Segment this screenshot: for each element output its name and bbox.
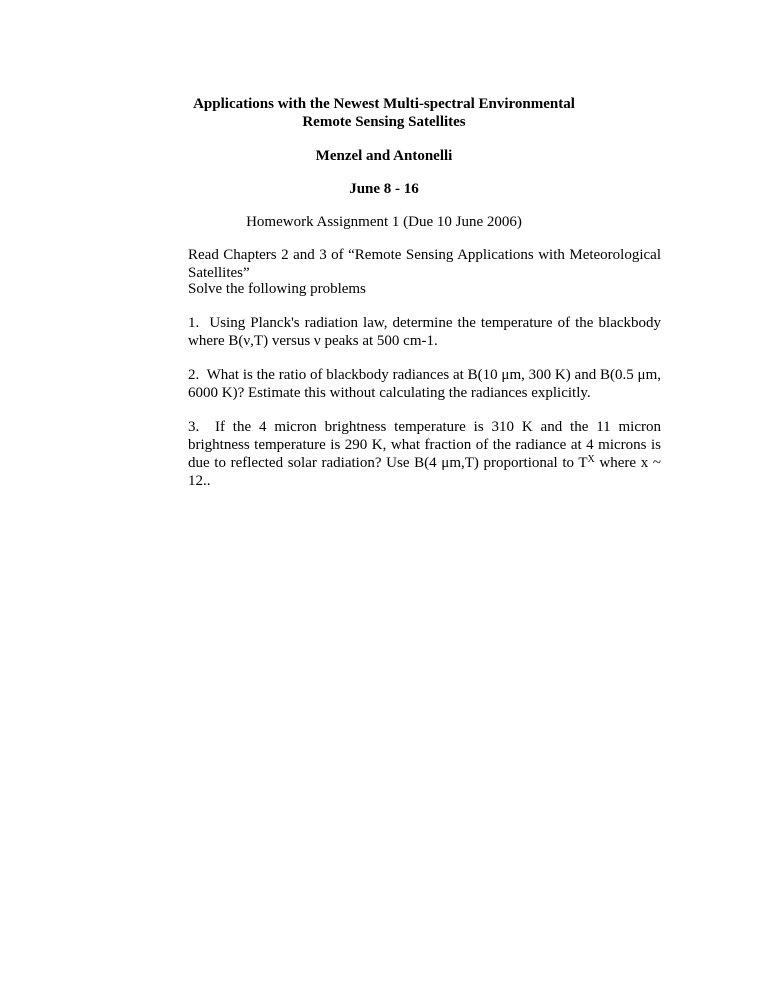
problem-3-number: 3. [188, 419, 200, 435]
problem-2-number: 2. [188, 367, 200, 383]
document-authors: Menzel and Antonelli [315, 148, 453, 164]
problem-3 [188, 418, 661, 490]
problem-3-text-end: where x ~ 12.. [188, 455, 661, 489]
solve-instruction: Solve the following problems [188, 281, 366, 297]
problem-3-exponent: X [587, 454, 595, 465]
problem-1 [188, 314, 661, 350]
assignment-heading: Homework Assignment 1 (Due 10 June 2006) [246, 214, 522, 230]
document-title-line-1: Applications with the Newest Multi-spectral Environmental [193, 96, 575, 112]
problem-2-text: What is the ratio of blackbody radiances at B(10 μm, 300 K) and B(0.5 μm, 6000 K)? Estimate this without calculating the radiances explicitly. [188, 367, 661, 401]
problem-1-number: 1. [188, 315, 200, 331]
reading-instruction: Read Chapters 2 and 3 of “Remote Sensing Applications with Meteorological Satellites” [188, 247, 661, 281]
document-dates: June 8 - 16 [349, 181, 419, 197]
problem-3-text: If the 4 micron brightness temperature is 310 K and the 11 micron brightness temperature is 290 K, what fraction of the radiance at 4 microns is due to reflected solar radiation? Use B(4 μm,T) proportional to T [188, 419, 661, 471]
document-title-line-2: Remote Sensing Satellites [302, 114, 466, 130]
problem-1-text: Using Planck's radiation law, determine the temperature of the blackbody where B(ν,T) versus ν peaks at 500 cm-1. [188, 315, 662, 349]
problem-2 [188, 366, 661, 402]
